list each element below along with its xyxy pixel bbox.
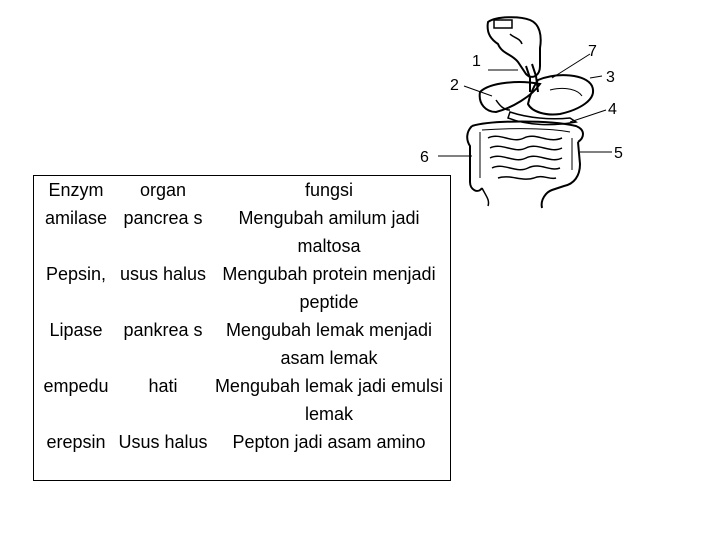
- cell-fungsi: Mengubah protein menjadi peptide: [222, 264, 436, 312]
- header-organ: organ: [139, 180, 187, 200]
- table-row: [34, 260, 450, 316]
- table-row: [34, 204, 450, 260]
- header-fungsi: fungsi: [304, 180, 354, 200]
- table-row: [34, 372, 450, 428]
- cell-organ: Usus halus: [118, 432, 208, 452]
- cell-enzym: Pepsin,: [45, 264, 107, 284]
- cell-enzym: amilase: [44, 208, 108, 228]
- cell-organ: pankrea s: [123, 320, 203, 340]
- cell-enzym: erepsin: [46, 432, 106, 452]
- enzyme-table: [34, 176, 450, 456]
- cell-organ: pancrea s: [123, 208, 203, 228]
- diagram-label-3: 3: [606, 69, 615, 86]
- diagram-label-6: 6: [420, 149, 429, 166]
- enzyme-table-container: [33, 175, 451, 481]
- table-header-row: [34, 176, 450, 204]
- cell-organ: hati: [148, 376, 178, 396]
- header-enzym: Enzym: [48, 180, 104, 200]
- diagram-label-1: 1: [472, 53, 481, 70]
- cell-organ: usus halus: [119, 264, 207, 284]
- diagram-label-2: 2: [450, 77, 459, 94]
- cell-fungsi: Mengubah lemak jadi emulsi lemak: [214, 376, 444, 424]
- diagram-label-5: 5: [614, 145, 623, 162]
- cell-fungsi: Mengubah lemak menjadi asam lemak: [225, 320, 433, 368]
- cell-fungsi: Pepton jadi asam amino: [232, 432, 426, 452]
- cell-fungsi: Mengubah amilum jadi maltosa: [238, 208, 420, 256]
- cell-enzym: Lipase: [49, 320, 103, 340]
- diagram-label-7: 7: [588, 43, 597, 60]
- cell-enzym: empedu: [43, 376, 109, 396]
- table-row: [34, 428, 450, 456]
- table-row: [34, 316, 450, 372]
- diagram-label-4: 4: [608, 101, 617, 118]
